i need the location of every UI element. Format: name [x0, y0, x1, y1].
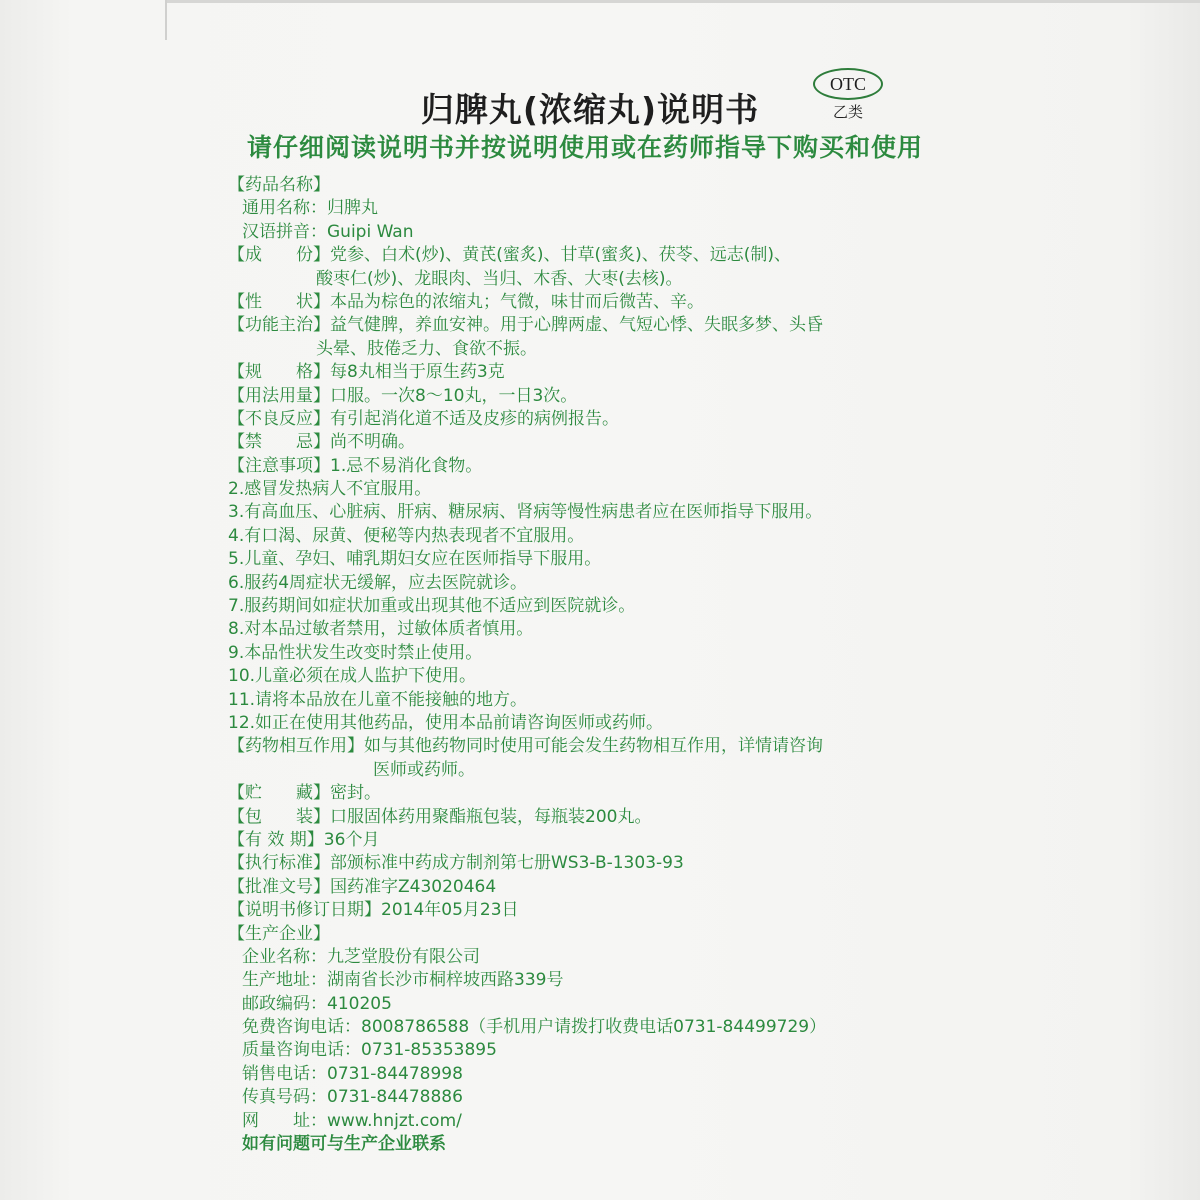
- indications-line-2: 头晕、肢倦乏力、食欲不振。: [316, 338, 537, 359]
- precaution-item: 3.有高血压、心脏病、肝病、糖尿病、肾病等慢性病患者应在医师指导下服用。: [228, 502, 823, 523]
- precaution-item: 11.请将本品放在儿童不能接触的地方。: [228, 689, 528, 710]
- contact-note: 如有问题可与生产企业联系: [242, 1134, 446, 1155]
- contraindications: 【禁 忌】尚不明确。: [228, 432, 415, 453]
- leaflet-body: [228, 174, 968, 1156]
- validity: 【有 效 期】36个月: [228, 829, 380, 850]
- precaution-item: 10.儿童必须在成人监护下使用。: [228, 666, 477, 687]
- ingredients-line-1: 【成 份】党参、白术(炒)、黄芪(蜜炙)、甘草(蜜炙)、茯苓、远志(制)、: [228, 245, 792, 266]
- precaution-item: 6.服药4周症状无缓解，应去医院就诊。: [228, 572, 528, 593]
- drug-name-header: 【药品名称】: [228, 175, 330, 195]
- storage: 【贮 藏】密封。: [228, 783, 381, 804]
- execution-standard: 【执行标准】部颁标准中药成方制剂第七册WS3-B-1303-93: [228, 853, 684, 874]
- fax-number: 传真号码：0731-84478886: [242, 1087, 463, 1108]
- properties: 【性 状】本品为棕色的浓缩丸；气微，味甘而后微苦、辛。: [228, 291, 704, 312]
- precaution-item: 12.如正在使用其他药品，使用本品前请咨询医师或药师。: [228, 712, 664, 733]
- specification: 【规 格】每8丸相当于原生药3克: [228, 362, 505, 383]
- interactions-line-1: 【药物相互作用】如与其他药物同时使用可能会发生药物相互作用，详情请咨询: [228, 736, 823, 757]
- hotline: 免费咨询电话：8008786588（手机用户请拨打收费电话0731-84499729）: [242, 1017, 827, 1038]
- precautions-header: 【注意事项】1.忌不易消化食物。: [228, 455, 483, 476]
- precaution-item: 4.有口渴、尿黄、便秘等内热表现者不宜服用。: [228, 525, 585, 546]
- adverse-reactions: 【不良反应】有引起消化道不适及皮疹的病例报告。: [228, 408, 619, 429]
- otc-badge: OTC: [813, 68, 883, 100]
- precaution-item: 7.服药期间如症状加重或出现其他不适应到医院就诊。: [228, 596, 636, 617]
- company-address: 生产地址：湖南省长沙市桐梓坡西路339号: [242, 970, 564, 991]
- manufacturer-header: 【生产企业】: [228, 923, 330, 944]
- dosage: 【用法用量】口服。一次8～10丸，一日3次。: [228, 385, 578, 406]
- indications-line-1: 【功能主治】益气健脾，养血安神。用于心脾两虚、气短心悸、失眠多梦、头昏: [228, 315, 823, 336]
- paper-edge: [165, 0, 1200, 3]
- ingredients-line-2: 酸枣仁(炒)、龙眼肉、当归、木香、大枣(去核)。: [316, 268, 683, 289]
- packaging: 【包 装】口服固体药用聚酯瓶包装，每瓶装200丸。: [228, 806, 652, 827]
- paper-edge-left: [165, 0, 167, 40]
- company-name: 企业名称：九芝堂股份有限公司: [242, 946, 480, 967]
- precaution-item: 5.儿童、孕妇、哺乳期妇女应在医师指导下服用。: [228, 549, 602, 570]
- precaution-item: 9.本品性状发生改变时禁止使用。: [228, 642, 483, 663]
- quality-phone: 质量咨询电话：0731-85353895: [242, 1040, 497, 1061]
- website: 网 址：www.hnjzt.com/: [242, 1110, 462, 1131]
- otc-class-label: 乙类: [832, 103, 863, 121]
- reading-instruction: 请仔细阅读说明书并按说明使用或在药师指导下购买和使用: [246, 133, 923, 162]
- approval-number: 【批准文号】国药准字Z43020464: [228, 876, 497, 897]
- generic-name: 通用名称：归脾丸: [242, 198, 378, 219]
- postcode: 邮政编码：410205: [242, 993, 392, 1014]
- leaflet-title: 归脾丸(浓缩丸)说明书: [420, 90, 760, 129]
- sales-phone: 销售电话：0731-84478998: [242, 1063, 463, 1084]
- precaution-item: 2.感冒发热病人不宜服用。: [228, 479, 432, 500]
- precaution-item: 8.对本品过敏者禁用，过敏体质者慎用。: [228, 619, 534, 640]
- interactions-line-2: 医师或药师。: [373, 759, 475, 780]
- revision-date: 【说明书修订日期】2014年05月23日: [228, 900, 519, 921]
- pinyin-name: 汉语拼音：Guipi Wan: [242, 221, 414, 242]
